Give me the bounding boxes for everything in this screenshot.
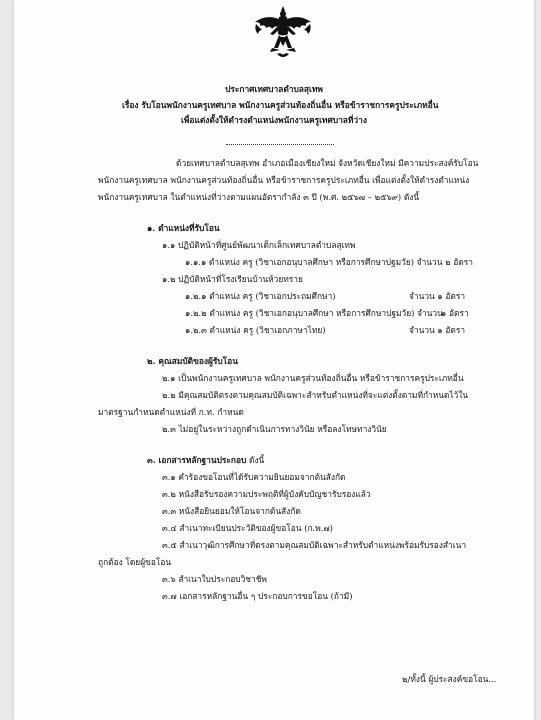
garuda-emblem-icon: [252, 4, 314, 62]
section-2-item-1: ๒.๑ เป็นพนักงานครูเทศบาล พนักงานครูส่วนท้องถิ่นอื่น หรือข้าราชการครูประเภทอื่น: [162, 373, 464, 383]
section-3-item-3: ๓.๓ หนังสือยินยอมให้โอนจากต้นสังกัด: [162, 506, 301, 516]
position-1-2-3: ๑.๒.๓ ตำแหน่ง ครู (วิชาเอกภาษาไทย): [185, 325, 326, 335]
subject-line-1: เรื่อง รับโอนพนักงานครูเทศบาล พนักงานครูส่วนท้องถิ่นอื่น หรือข้าราชการครูประเภทอื่น: [122, 100, 439, 110]
position-1-2-2-count: ๑ อัตรา: [441, 308, 469, 318]
section-3-heading-text: ๓. เอกสารหลักฐานประกอบ: [147, 455, 247, 465]
document-page: [14, 0, 534, 720]
section-2-heading: ๒. คุณสมบัติของผู้รับโอน: [147, 356, 238, 366]
document-title: ประกาศเทศบาลตำบลสุเทพ: [225, 84, 323, 94]
section-3-item-2: ๓.๒ หนังสือรับรองความประพฤติที่ผู้บังคับบัญชารับรองแล้ว: [162, 489, 371, 499]
section-2-item-3: ๒.๓ ไม่อยู่ในระหว่างถูกดำเนินการทางวินัย หรือลงโทษทางวินัย: [162, 424, 387, 434]
section-2-item-2: ๒.๒ มีคุณสมบัติตรงตามคุณสมบัติเฉพาะสำหรับตำแหน่งที่จะแต่งตั้งตามที่กำหนดไว้ใน: [162, 390, 469, 400]
section-2-item-2-cont: มาตรฐานกำหนดตำแหน่งที่ ก.ท. กำหนด: [98, 407, 244, 417]
section-3-heading: [147, 455, 264, 466]
section-3-item-5: ๓.๕ สำเนาวุฒิการศึกษาที่ตรงตามคุณสมบัติเฉพาะสำหรับตำแหน่งพร้อมรับรองสำเนา: [162, 540, 467, 550]
section-3-item-5-cont: ถูกต้อง โดยผู้ขอโอน: [98, 557, 172, 567]
section-3-item-1: ๓.๑ คำร้องขอโอนที่ได้รับความยินยอมจากต้นสังกัด: [162, 472, 346, 482]
section-3-item-6: ๓.๖ สำเนาใบประกอบวิชาชีพ: [162, 574, 267, 584]
position-1-2-1-count: จำนวน ๑ อัตรา: [409, 291, 466, 301]
position-1-2-1: ๑.๒.๑ ตำแหน่ง ครู (วิชาเอกประถมศึกษา): [185, 291, 336, 301]
section-1-sub-1: ๑.๑ ปฏิบัติหน้าที่ศูนย์พัฒนาเด็กเล็กเทศบาลตำบลสุเทพ: [162, 240, 356, 250]
section-3-heading-suffix: ดังนี้: [246, 455, 265, 465]
section-1-heading: ๑. ตำแหน่งที่รับโอน: [147, 223, 220, 233]
header-divider: [226, 144, 334, 145]
position-1-1-1: ๑.๑.๑ ตำแหน่ง ครู (วิชาเอกอนุบาลศึกษา หรือการศึกษาปฐมวัย) จำนวน ๒ อัตรา: [185, 257, 473, 267]
section-3-item-7: ๓.๗ เอกสารหลักฐานอื่น ๆ ประกอบการขอโอน (ถ้ามี): [162, 591, 353, 601]
position-1-2-2: ๑.๒.๒ ตำแหน่ง ครู (วิชาเอกอนุบาลศึกษา หรือการศึกษาปฐมวัย) จำนวน: [185, 308, 443, 318]
intro-line-2: พนักงานครูเทศบาล พนักงานครูส่วนท้องถิ่นอื่น หรือข้าราชการครูประเภทอื่น เพื่อแต่งตั้งให้ดำรงตำแหน่ง: [98, 175, 470, 185]
section-1-sub-2: ๑.๒ ปฏิบัติหน้าที่โรงเรียนบ้านห้วยทราย: [162, 274, 303, 284]
position-1-2-3-count: จำนวน ๑ อัตรา: [409, 325, 466, 335]
intro-line-1: ด้วยเทศบาลตำบลสุเทพ อำเภอเมืองเชียงใหม่ จังหวัดเชียงใหม่ มีความประสงค์รับโอน: [176, 158, 479, 168]
continuation-note: ๒/ทั้งนี้ ผู้ประสงค์ขอโอน...: [402, 674, 497, 684]
intro-line-3: พนักงานครูเทศบาล ในตำแหน่งที่ว่างตามแผนอัตรากำลัง ๓ ปี (พ.ศ. ๒๕๖๗ – ๒๕๖๙) ดังนี้: [98, 192, 420, 202]
subject-line-2: เพื่อแต่งตั้งให้ดำรงตำแหน่งพนักงานครูเทศบาลที่ว่าง: [181, 115, 367, 125]
section-3-item-4: ๓.๔ สำเนาทะเบียนประวัติของผู้ขอโอน (ก.พ.๗): [162, 523, 333, 533]
